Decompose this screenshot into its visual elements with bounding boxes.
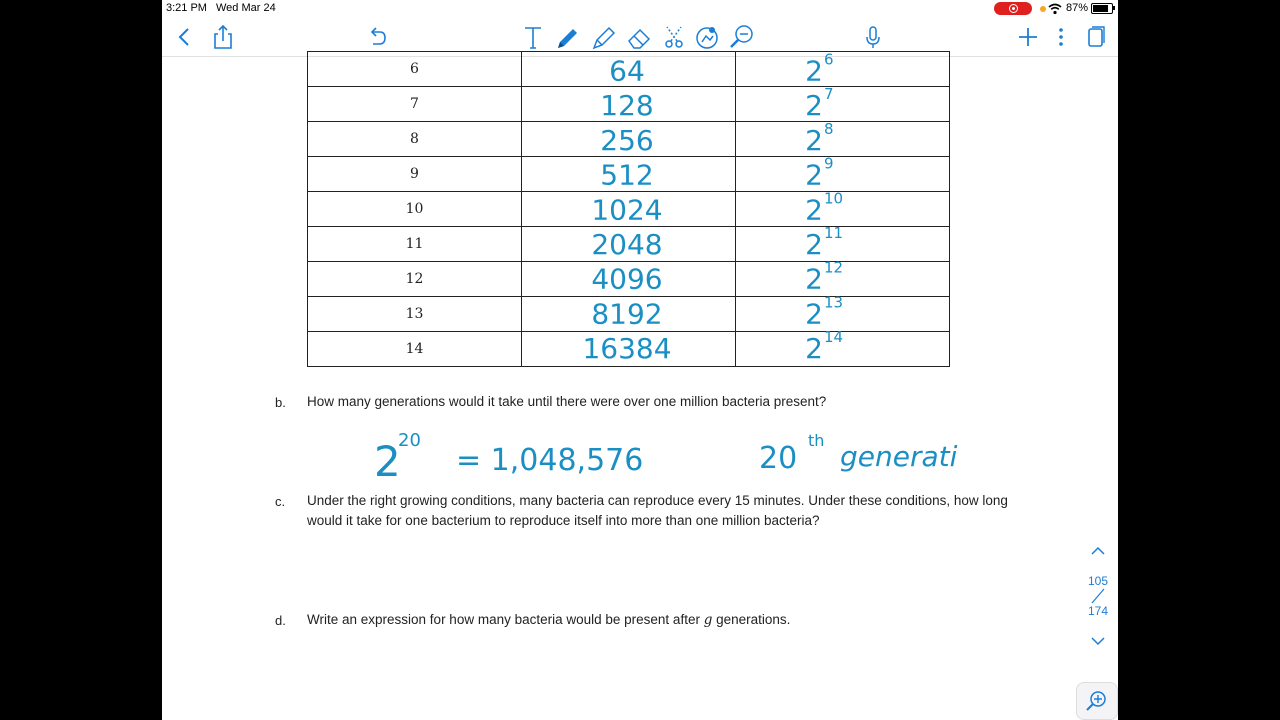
generation-table — [307, 51, 950, 367]
power-cell — [736, 192, 950, 227]
ink-power-exponent: 7 — [824, 85, 834, 104]
bacteria-cell — [522, 157, 736, 192]
power-cell — [736, 227, 950, 262]
bacteria-cell — [522, 122, 736, 157]
question-c-letter: c. — [275, 494, 286, 509]
answer-generation-suffix: th — [808, 431, 825, 450]
ink-power-exponent: 12 — [824, 258, 844, 277]
power-cell — [736, 87, 950, 122]
generation-cell: 6 — [308, 52, 522, 87]
pages-icon[interactable] — [1080, 22, 1110, 52]
power-cell — [736, 332, 950, 367]
ink-power-base: 2 — [805, 297, 823, 331]
ink-power-base: 2 — [805, 262, 823, 296]
question-d-letter: d. — [275, 613, 286, 628]
ink-bacteria-count: 1024 — [591, 193, 663, 227]
bacteria-cell — [522, 262, 736, 297]
ink-bacteria-count: 8192 — [591, 297, 663, 331]
bacteria-cell — [522, 87, 736, 122]
question-d-text-before: Write an expression for how many bacteria would be present after — [307, 612, 704, 627]
question-b-letter: b. — [275, 395, 286, 410]
ink-power-base: 2 — [805, 158, 823, 192]
page-total: 174 — [1087, 604, 1109, 618]
ink-bacteria-count: 128 — [600, 89, 654, 123]
ink-bacteria-count: 256 — [600, 123, 654, 157]
generation-cell: 11 — [308, 227, 522, 262]
question-b-text: How many generations would it take until there were over one million bacteria present? — [307, 394, 827, 409]
table-row — [308, 262, 950, 297]
table-body — [308, 52, 950, 367]
zoom-button[interactable] — [1076, 682, 1118, 720]
record-icon — [1009, 4, 1018, 13]
question-d-text-after: generations. — [712, 612, 791, 627]
ink-power-base: 2 — [805, 89, 823, 123]
power-cell — [736, 297, 950, 332]
generation-cell: 12 — [308, 262, 522, 297]
highlighter-icon[interactable] — [588, 22, 618, 52]
status-bar — [162, 0, 1118, 18]
table-row — [308, 227, 950, 262]
ink-power-base: 2 — [805, 54, 823, 88]
page-navigator — [1080, 540, 1116, 652]
generation-cell: 10 — [308, 192, 522, 227]
ink-power-base: 2 — [805, 332, 823, 366]
battery-tip — [1113, 6, 1115, 10]
privacy-dot-icon — [1040, 6, 1046, 12]
ink-bacteria-count: 2048 — [591, 227, 663, 261]
page-divider — [1091, 588, 1105, 604]
table-row — [308, 297, 950, 332]
lasso-icon[interactable] — [659, 22, 689, 52]
table-row — [308, 52, 950, 87]
image-icon[interactable] — [692, 22, 722, 52]
table-row — [308, 122, 950, 157]
answer-generation-number: 20 — [759, 441, 798, 476]
ipad-screen — [162, 0, 1118, 720]
answer-base: 2 — [374, 437, 401, 486]
back-icon[interactable] — [170, 22, 200, 52]
ink-power-exponent: 8 — [824, 119, 834, 138]
ink-power-exponent: 10 — [824, 189, 844, 208]
bacteria-cell — [522, 332, 736, 367]
table-row — [308, 157, 950, 192]
generation-cell: 13 — [308, 297, 522, 332]
answer-value: = 1,048,576 — [456, 443, 644, 478]
ink-power-base: 2 — [805, 193, 823, 227]
microphone-icon[interactable] — [858, 22, 888, 52]
ink-power-base: 2 — [805, 123, 823, 157]
ink-power-exponent: 9 — [824, 154, 834, 173]
share-icon[interactable] — [208, 22, 238, 52]
ink-power-exponent: 14 — [824, 328, 844, 347]
question-d-variable: g — [703, 612, 713, 628]
status-time: 3:21 PM — [166, 2, 207, 14]
ink-power-base: 2 — [805, 227, 823, 261]
ink-bacteria-count: 512 — [600, 158, 654, 192]
table-row — [308, 192, 950, 227]
ink-power-exponent: 6 — [824, 50, 834, 69]
power-cell — [736, 119, 950, 157]
generation-cell: 14 — [308, 332, 522, 367]
page-up-icon[interactable] — [1090, 544, 1106, 558]
bacteria-cell — [522, 52, 736, 87]
screen-recording-indicator[interactable] — [994, 2, 1032, 15]
page-current: 105 — [1087, 574, 1109, 588]
ink-bacteria-count: 16384 — [582, 332, 672, 366]
zoom-in-icon — [1077, 683, 1117, 719]
answer-generation-word: generati — [840, 440, 958, 473]
generation-cell: 8 — [308, 122, 522, 157]
generation-cell: 7 — [308, 87, 522, 122]
ink-power-exponent: 13 — [824, 293, 844, 312]
table-row — [308, 87, 950, 122]
battery-percent: 87% — [1066, 2, 1089, 14]
add-icon[interactable] — [1013, 22, 1043, 52]
power-cell — [736, 52, 950, 87]
answer-b-ink — [374, 430, 958, 486]
undo-icon[interactable] — [362, 22, 392, 52]
page-down-icon[interactable] — [1090, 634, 1106, 648]
question-c-text: Under the right growing conditions, many bacteria can reproduce every 15 minutes. Under these conditions, how long would it take for one bacterium to reproduce itself into more than one million bacteria? — [307, 493, 1008, 528]
ink-power-exponent: 11 — [824, 223, 844, 242]
eraser-icon[interactable] — [624, 22, 654, 52]
status-date: Wed Mar 24 — [216, 2, 276, 14]
more-icon[interactable] — [1046, 22, 1076, 52]
generation-cell: 9 — [308, 157, 522, 192]
wifi-icon — [1048, 3, 1062, 15]
ink-bacteria-count: 64 — [609, 54, 645, 88]
bacteria-cell — [522, 192, 736, 227]
power-cell — [736, 154, 950, 192]
bacteria-cell — [522, 227, 736, 262]
battery-icon — [1091, 3, 1113, 14]
question-d-text — [307, 610, 1017, 630]
pen-icon[interactable] — [552, 22, 582, 52]
zoom-lens-icon[interactable] — [727, 22, 757, 52]
table-row — [308, 332, 950, 367]
answer-exponent: 20 — [398, 430, 421, 451]
bacteria-cell — [522, 297, 736, 332]
ink-bacteria-count: 4096 — [591, 262, 663, 296]
text-tool-icon[interactable] — [518, 22, 548, 52]
power-cell — [736, 262, 950, 297]
